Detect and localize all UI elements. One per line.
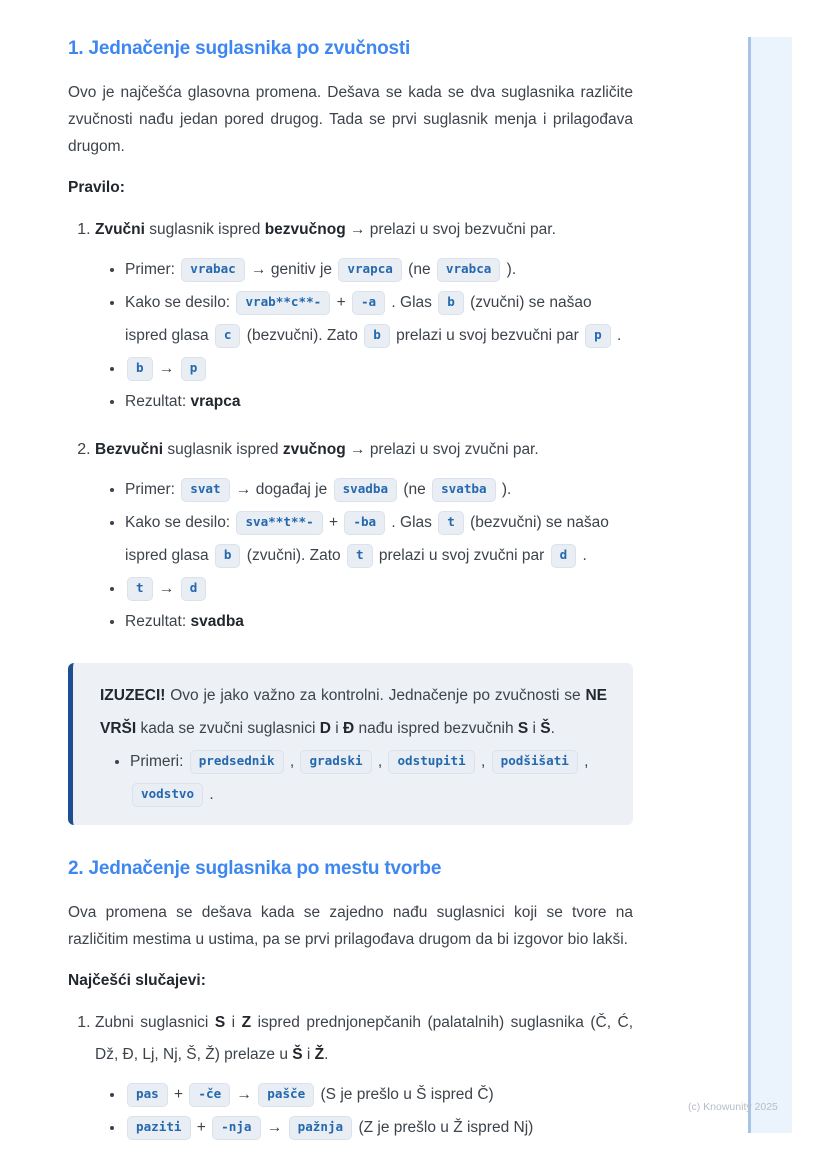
bullet-item: • Rezultat: vrapca [125,385,633,418]
inline-code-badge: b [215,544,241,568]
inline-code-badge: vodstvo [132,783,203,807]
inline-code-badge: -če [189,1083,230,1107]
inline-code-badge: -a [352,291,385,315]
inline-code-badge: pašče [258,1083,314,1107]
inline-code-badge: p [181,357,207,381]
callout-bullets [100,745,607,811]
inline-code-badge: -nja [212,1116,260,1140]
inline-code-badge: odstupiti [388,750,474,774]
document-content [68,0,633,1144]
inline-code-badge: gradski [300,750,371,774]
bold-text: svadba [190,613,244,630]
inline-code-badge: b [364,324,390,348]
inline-code-badge: vrab**c**- [236,291,330,315]
inline-code-badge: d [551,544,577,568]
bold-text: Z [241,1014,252,1031]
bullet-item: • Kako se desilo: vrab**c**- + -a . Glas b (zvučni) se našao ispred glasa c (bezvučni). Zato b prelazi u svoj bezvučni par p . [125,286,633,352]
bullet-item: • Primer: svat → događaj je svadba (ne svatba ). [125,473,633,506]
inline-code-badge: p [585,324,611,348]
inline-code-badge: b [438,291,464,315]
bullet-item: • b → p [125,352,633,385]
inline-code-badge: paziti [127,1116,191,1140]
right-margin-strip [748,37,792,1133]
bold-text: D [319,720,331,737]
copyright-watermark: (c) Knowunity 2025 [688,1101,778,1113]
bold-text: IZUZECI! [100,687,166,704]
case-1-title: 1. Zubni suglasnici S i Z ispred prednjonepčanih (palatalnih) suglasnika (Č, Ć, Dž, Đ, Lj, Nj, Š, Ž) prelaze u Š i Ž. [95,1014,634,1063]
inline-code-badge: c [215,324,241,348]
bullet-item: • pas + -če → pašče (S je prešlo u Š ispred Č) [125,1078,633,1111]
inline-code-badge: vrabca [437,258,501,282]
inline-code-badge: pas [127,1083,168,1107]
bold-text: bezvučnog [264,221,346,238]
bullet-item: • Primeri: predsednik , gradski , odstupiti , podšišati , vodstvo . [130,745,607,811]
rule-1-title: 1. Zvučni suglasnik ispred bezvučnog → prelazi u svoj bezvučni par. [95,221,556,238]
bullet-item: • Primer: vrabac → genitiv je vrapca (ne vrabca ). [125,253,633,286]
bold-text: Š [292,1046,303,1063]
inline-code-badge: vrapca [338,258,402,282]
rule-2-bullets [95,473,633,638]
inline-code-badge: pažnja [289,1116,353,1140]
inline-code-badge: svatba [432,478,496,502]
inline-code-badge: svat [181,478,229,502]
bold-text: Ž [314,1046,325,1063]
bullet-item: • paziti + -nja → pažnja (Z je prešlo u Ž ispred Nj) [125,1111,633,1144]
section-1-intro-paragraph: Ovo je najčešća glasovna promena. Dešava se kada se dva suglasnika različite zvučnosti nađu jedan pored drugog. Tada se prvi suglasnik menja i prilagođava drugom. [68,84,633,155]
inline-code-badge: vrabac [181,258,245,282]
rule-item-1 [95,214,633,418]
bold-text: zvučnog [282,441,346,458]
inline-code-badge: b [127,357,153,381]
case-1-bullets [95,1078,633,1144]
inline-code-badge: predsednik [190,750,284,774]
callout-text: IZUZECI! Ovo je jako važno za kontrolni. Jednačenje po zvučnosti se NE VRŠI kada se zvučni suglasnici D i Đ nađu ispred bezvučnih S i Š. [100,687,607,737]
section-1-heading: 1. Jednačenje suglasnika po zvučnosti [68,38,411,59]
case-item-1 [95,1007,633,1144]
rule-2-title: 2. Bezvučni suglasnik ispred zvučnog → prelazi u svoj zvučni par. [95,441,539,458]
cases-label: Najčešći slučajevi: [68,972,206,989]
bold-text: vrapca [190,393,241,410]
bold-text: Š [540,720,551,737]
bold-text: Đ [342,720,355,737]
cases-list [68,1007,633,1144]
bold-text: S [517,720,529,737]
exceptions-callout [68,663,633,825]
bullet-item: • Kako se desilo: sva**t**- + -ba . Glas t (bezvučni) se našao ispred glasa b (zvučni). Zato t prelazi u svoj zvučni par d . [125,506,633,572]
rule-item-2 [95,434,633,638]
section-2-heading: 2. Jednačenje suglasnika po mestu tvorbe [68,858,442,879]
bullet-item: • t → d [125,572,633,605]
inline-code-badge: podšišati [492,750,578,774]
bullet-item: • Rezultat: svadba [125,605,633,638]
inline-code-badge: sva**t**- [236,511,322,535]
section-2-intro-paragraph: Ova promena se dešava kada se zajedno nađu suglasnici koji se tvore na različitim mestima u ustima, pa se prvi prilagođava drugom da bi izgovor bio lakši. [68,904,633,948]
bold-text: S [214,1014,226,1031]
inline-code-badge: t [127,577,153,601]
inline-code-badge: svadba [334,478,398,502]
bold-text: NE VRŠI [100,687,607,737]
rule-1-bullets [95,253,633,418]
rules-list [68,214,633,638]
inline-code-badge: t [438,511,464,535]
bold-text: Bezvučni [95,441,164,458]
inline-code-badge: d [181,577,207,601]
bold-text: Zvučni [95,221,145,238]
inline-code-badge: t [347,544,373,568]
inline-code-badge: -ba [344,511,385,535]
rule-label: Pravilo: [68,179,125,196]
